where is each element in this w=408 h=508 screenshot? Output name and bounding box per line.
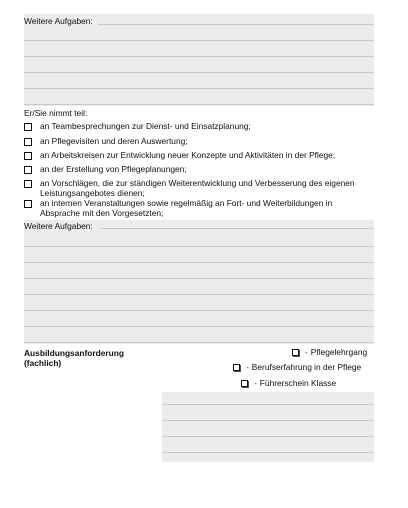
ruled-line (98, 24, 374, 25)
option-label: Pflegelehrgang (310, 347, 368, 357)
participation-item (24, 199, 374, 218)
participation-item (24, 122, 374, 132)
training-option: - Berufserfahrung in der Pflege (233, 362, 361, 372)
item-label: an internen Veranstaltungen sowie regelmäßig an Fort- und Weiterbildungen in Absprache mit den Vorgesetzten; (40, 198, 333, 218)
ruled-line (24, 56, 374, 57)
ruled-line (24, 342, 374, 343)
ruled-line (24, 88, 374, 89)
checkbox[interactable] (24, 166, 32, 174)
participation-heading: Er/Sie nimmt teil: (24, 108, 88, 118)
option-label: Berufserfahrung in der Pflege (251, 362, 362, 372)
ruled-line (100, 228, 374, 229)
tasks-field-1[interactable] (24, 14, 374, 106)
license-field[interactable] (162, 392, 374, 462)
participation-item (24, 137, 374, 147)
ruled-line (24, 326, 374, 327)
item-label: an Teambesprechungen zur Dienst- und Einsatzplanung; (40, 121, 251, 131)
tasks-heading-1: Weitere Aufgaben: (24, 16, 93, 26)
training-option: - Führerschein Klasse (241, 378, 336, 388)
checkbox[interactable] (292, 349, 299, 356)
checkbox[interactable] (233, 364, 240, 371)
checkbox[interactable] (24, 200, 32, 208)
ruled-line (24, 294, 374, 295)
participation-item (24, 179, 374, 198)
tasks-heading-2: Weitere Aufgaben: (24, 221, 93, 231)
training-heading: Ausbildungsanforderung (24, 348, 125, 358)
ruled-line (162, 452, 374, 453)
ruled-line (162, 436, 374, 437)
ruled-line (24, 262, 374, 263)
item-label: an der Erstellung von Pflegeplanungen; (40, 164, 187, 174)
checkbox[interactable] (241, 380, 248, 387)
item-label: an Arbeitskreisen zur Entwicklung neuer Konzepte und Aktivitäten in der Pflege; (40, 150, 336, 160)
checkbox[interactable] (24, 152, 32, 160)
checkbox[interactable] (24, 123, 32, 131)
item-label: an Pflegevisiten und deren Auswertung; (40, 136, 188, 146)
ruled-line (162, 404, 374, 405)
ruled-line (24, 104, 374, 105)
training-subheading: (fachlich) (24, 358, 62, 368)
ruled-line (24, 278, 374, 279)
ruled-line (24, 40, 374, 41)
checkbox[interactable] (24, 180, 32, 188)
ruled-line (24, 72, 374, 73)
tasks-field-2[interactable] (24, 220, 374, 344)
option-label: Führerschein Klasse (259, 378, 337, 388)
ruled-line (24, 310, 374, 311)
ruled-line (162, 420, 374, 421)
ruled-line (24, 246, 374, 247)
participation-item (24, 151, 374, 161)
training-option: - Pflegelehrgang (292, 347, 367, 357)
checkbox[interactable] (24, 138, 32, 146)
participation-item (24, 165, 374, 175)
item-label: an Vorschlägen, die zur ständigen Weiterentwicklung und Verbesserung des eigenen Leistungsangebotes dienen; (40, 178, 355, 198)
